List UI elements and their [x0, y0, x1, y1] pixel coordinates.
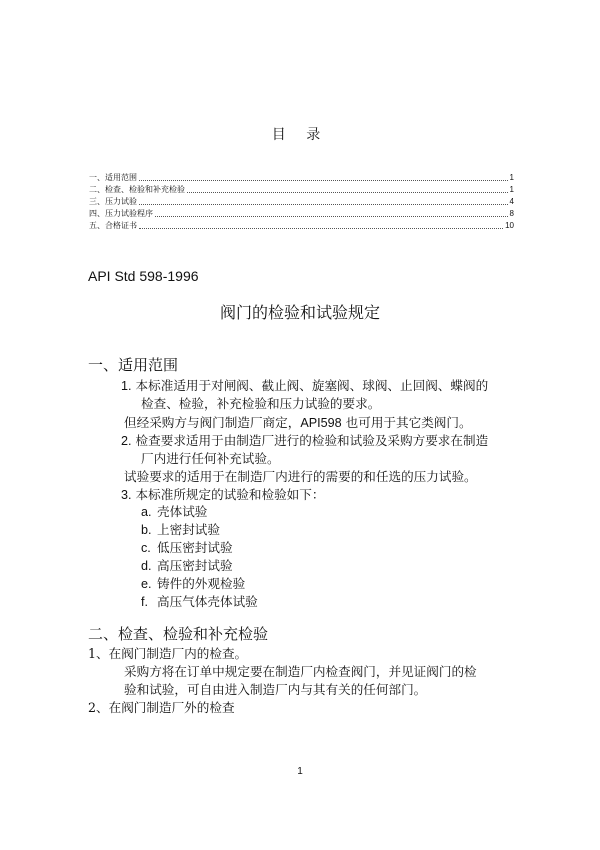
section-heading-scope: 一、适用范围	[88, 356, 179, 374]
list-item-text: 高压气体壳体试验	[157, 594, 258, 609]
toc-title: 目 录	[271, 127, 329, 143]
toc-entry-label: 一、适用范围	[89, 173, 137, 182]
section-heading-inspection: 二、检查、检验和补充检验	[88, 625, 269, 643]
item-text: 本标准适用于对闸阀、截止阀、旋塞阀、球阀、止回阀、蝶阀的	[135, 378, 489, 393]
toc-entry[interactable]	[89, 196, 514, 208]
toc-leader-dots	[139, 228, 503, 229]
document-title: 阀门的检验和试验规定	[219, 303, 380, 322]
item-3	[121, 486, 324, 504]
list-item-letter: c.	[141, 541, 151, 555]
item-text-line: 厂内进行任何补充试验。	[141, 451, 280, 466]
item-text-line	[124, 414, 472, 432]
toc-leader-dots	[187, 192, 508, 193]
toc-entry-label: 二、检查、检验和补充检验	[89, 185, 185, 194]
toc-entry-page: 8	[509, 209, 514, 218]
item-number: 1.	[121, 379, 132, 393]
toc-leader-dots	[155, 216, 508, 217]
toc-entry[interactable]	[89, 208, 514, 220]
list-item	[141, 503, 207, 521]
item-text: 检查要求适用于由制造厂进行的检验和试验及采购方要求在制造	[135, 433, 489, 448]
item-text-line: 采购方将在订单中规定要在制造厂内检查阀门，并见证阀门的检	[124, 664, 477, 679]
toc-entry-page: 1	[509, 173, 514, 182]
toc-entry-page: 10	[505, 221, 514, 230]
toc-leader-dots	[139, 204, 508, 205]
list-item-letter: e.	[141, 577, 152, 591]
list-item-text: 上密封试验	[157, 522, 220, 537]
list-item	[141, 575, 245, 593]
table-of-contents	[89, 172, 514, 232]
item-text-line: 试验要求的适用于在制造厂内进行的需要的和任选的压力试验。	[124, 469, 477, 484]
item-2	[121, 432, 488, 450]
item-text-line: 验和试验，可自由进入制造厂内与其有关的任何部门。	[124, 682, 427, 697]
list-item	[141, 557, 233, 575]
list-item	[141, 593, 258, 611]
toc-entry[interactable]	[89, 220, 514, 232]
item-1	[121, 377, 488, 395]
item-text: 但经采购方与阀门制造厂商定，	[124, 415, 301, 430]
item-number: 3.	[121, 488, 132, 502]
standard-ref: API598	[300, 416, 342, 430]
toc-entry[interactable]	[89, 172, 514, 184]
list-item-text: 低压密封试验	[157, 540, 233, 555]
list-item	[141, 521, 220, 539]
toc-entry[interactable]	[89, 184, 514, 196]
toc-entry-label: 五、合格证书	[89, 221, 137, 230]
item-text: 本标准所规定的试验和检验如下：	[135, 487, 325, 502]
item-text-line: 1、在阀门制造厂内的检查。	[88, 646, 248, 661]
item-text-line: 2、在阀门制造厂外的检查	[88, 700, 235, 715]
list-item-letter: b.	[141, 523, 152, 537]
standard-number: API Std 598-1996	[88, 268, 199, 284]
toc-entry-page: 1	[509, 185, 514, 194]
list-item-text: 高压密封试验	[157, 558, 233, 573]
list-item	[141, 539, 233, 557]
page-number: 1	[297, 766, 303, 777]
item-text: 也可用于其它类阀门。	[341, 415, 472, 430]
list-item-letter: a.	[141, 505, 152, 519]
toc-leader-dots	[139, 180, 508, 181]
list-item-text: 铸件的外观检验	[157, 576, 246, 591]
item-number: 2.	[121, 434, 132, 448]
toc-entry-label: 四、压力试验程序	[89, 209, 153, 218]
item-text-line: 检查、检验，补充检验和压力试验的要求。	[141, 396, 381, 411]
list-item-text: 壳体试验	[157, 504, 208, 519]
toc-entry-label: 三、压力试验	[89, 197, 137, 206]
toc-entry-page: 4	[509, 197, 514, 206]
list-item-letter: d.	[141, 559, 152, 573]
list-item-letter: f.	[141, 595, 148, 609]
